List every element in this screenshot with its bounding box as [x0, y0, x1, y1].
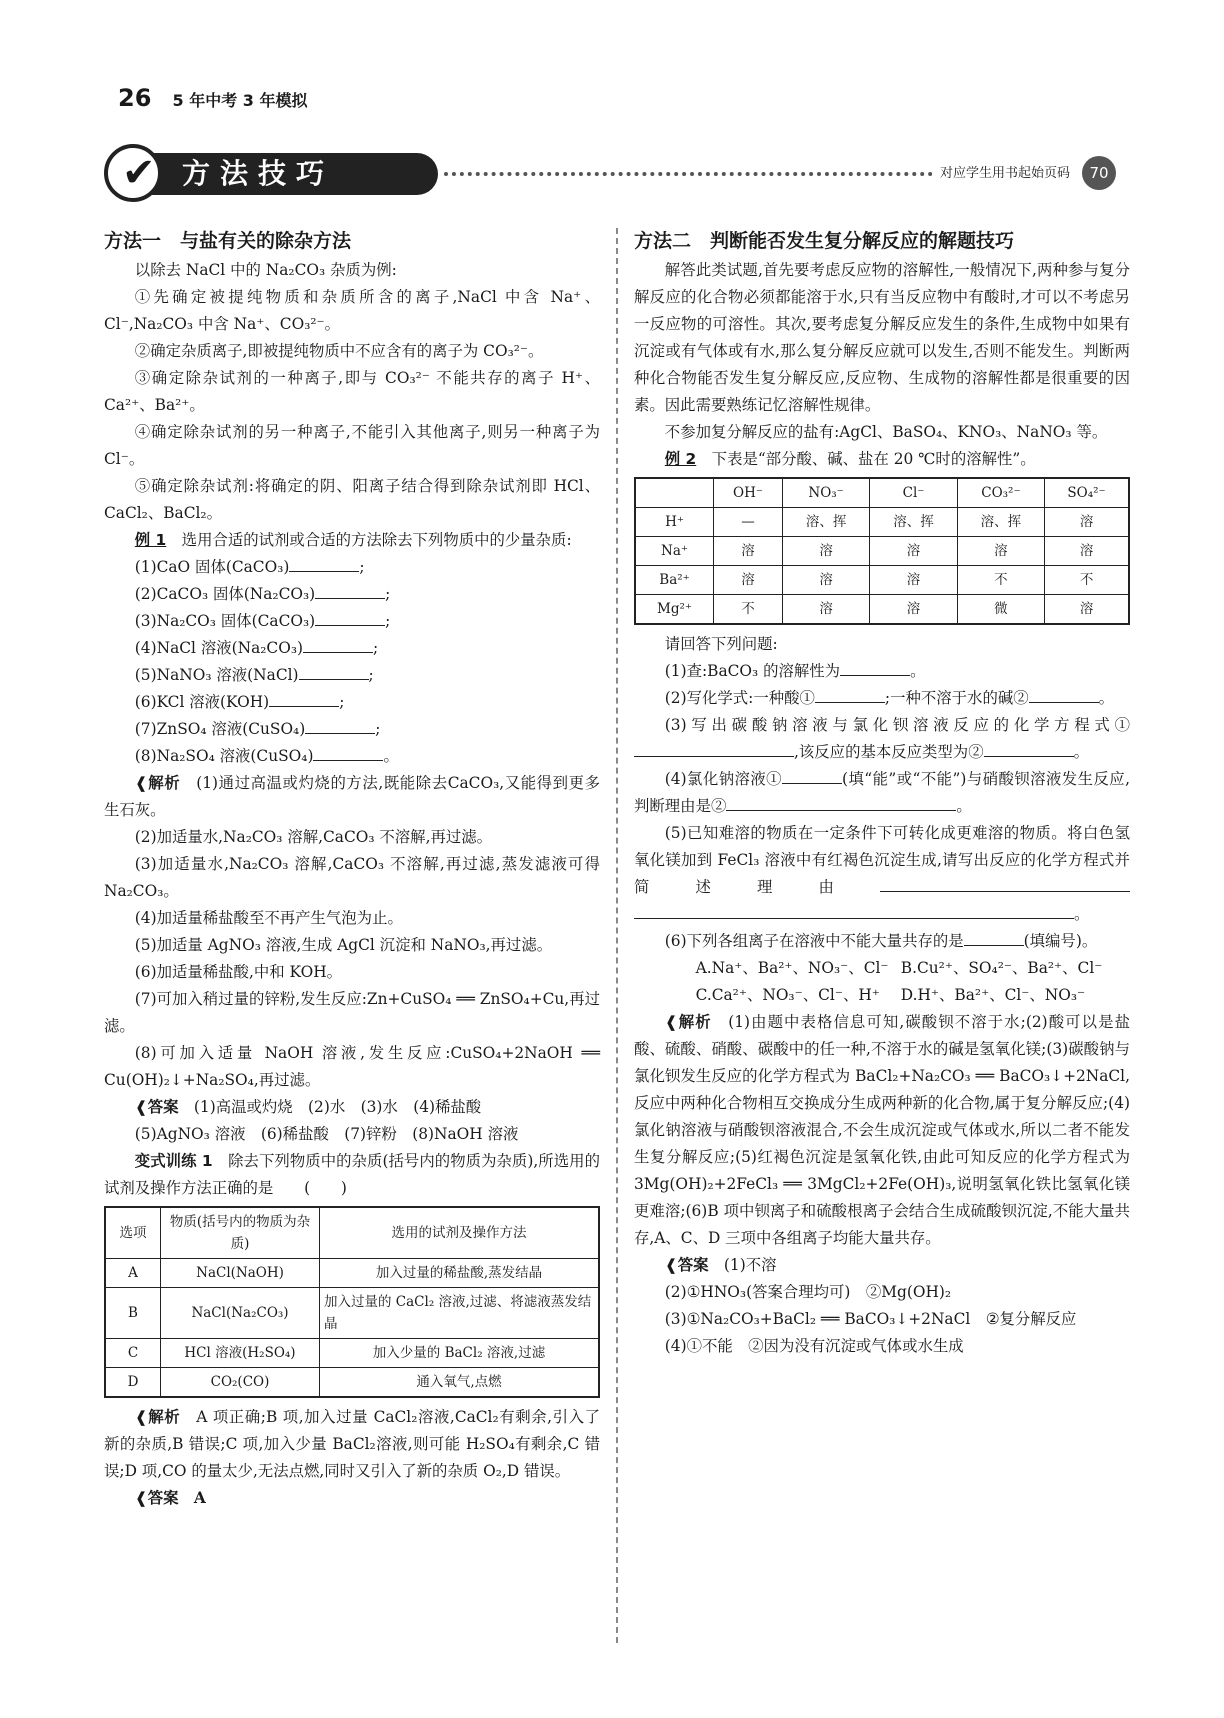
analysis-label: 解析 [147, 774, 181, 792]
example-1 [104, 527, 600, 554]
answer-icon: ❰ [134, 1098, 148, 1116]
option-a: A.Na⁺、Ba²⁺、NO₃⁻、Cl⁻ [695, 959, 889, 977]
answer-blank[interactable] [964, 929, 1024, 946]
answer-4: (4)①不能 ②因为没有沉淀或气体或水生成 [664, 1337, 964, 1355]
question-6: (6)下列各组离子在溶液中不能大量共存的是 (填编号)。 [634, 928, 1130, 955]
right-column [634, 228, 1130, 1360]
analysis-2: (2)加适量水,Na₂CO₃ 溶解,CaCO₃ 不溶解,再过滤。 [134, 828, 493, 846]
answer-blank[interactable] [315, 609, 385, 626]
analysis-4: (4)加适量稀盐酸至不再产生气泡为止。 [134, 909, 403, 927]
analysis-icon: ❰ [134, 774, 148, 792]
answer-2: (2)①HNO₃(答案合理均可) ②Mg(OH)₂ [664, 1283, 952, 1301]
question-8: (8)Na₂SO₄ 溶液(CuSO₄) 。 [104, 743, 600, 770]
question-1: (1)CaO 固体(CaCO₃) ; [104, 554, 600, 581]
step-4: ④确定除杂试剂的另一种离子,不能引入其他离子,则另一种离子为 Cl⁻。 [104, 423, 600, 468]
answer-blank[interactable] [313, 744, 383, 761]
section-title: 方法技巧 [148, 153, 438, 195]
drill-answer: ❰答案 A [134, 1489, 206, 1507]
option-d: D.H⁺、Ba²⁺、Cl⁻、NO₃⁻ [900, 986, 1086, 1004]
answer-blank[interactable] [634, 902, 1074, 919]
drill-1 [104, 1148, 600, 1202]
page-number: 26 [118, 84, 152, 112]
example-text: 选用合适的试剂或合适的方法除去下列物质中的少量杂质: [181, 531, 572, 549]
answer-label: 答案 [147, 1098, 179, 1116]
question-4: (4)NaCl 溶液(Na₂CO₃) ; [104, 635, 600, 662]
analysis-1: ❰解析 (1)通过高温或灼烧的方法,既能除去CaCO₃,又能得到更多生石灰。 [104, 774, 600, 819]
answer-blank[interactable] [815, 686, 885, 703]
analysis-5: (5)加适量 AgNO₃ 溶液,生成 AgCl 沉淀和 NaNO₃,再过滤。 [134, 936, 553, 954]
option-c: C.Ca²⁺、NO₃⁻、Cl⁻、H⁺ [695, 986, 880, 1004]
answer-blank[interactable] [880, 875, 1130, 892]
answer-blank[interactable] [984, 740, 1074, 757]
options-row-1 [634, 955, 1130, 982]
table-row: B NaCl(Na₂CO₃) 加入过量的 CaCl₂ 溶液,过滤、将滤液蒸发结晶 [105, 1288, 599, 1339]
question-5: (5)NaNO₃ 溶液(NaCl) ; [104, 662, 600, 689]
question-7: (7)ZnSO₄ 溶液(CuSO₄) ; [104, 716, 600, 743]
example-2: 例 2 下表是“部分酸、碱、盐在 20 ℃时的溶解性”。 [664, 450, 1036, 468]
prompt-text: 请回答下列问题: [664, 635, 778, 653]
drill-label: 变式训练 1 [134, 1152, 213, 1170]
analysis-text: ❰解析 (1)由题中表格信息可知,碳酸钡不溶于水;(2)酸可以是盐酸、硫酸、硝酸、碳酸中的任一种,不溶于水的碱是氢氧化镁;(3)碳酸钠与氯化钡发生反应的化学方程式为 BaCl₂+Na₂CO₃ ══ BaCO₃↓+2NaCl,反应中两种化合物相互交换成分生成两种新的化合物,属于复分解反应;(4)氯化钠溶液与硝酸钡溶液混合,不会生成沉淀或气体或水,所以二者不能发生复分解反应;(5)红褐色沉淀是氢氧化铁,由此可知反应的化学方程式为 3Mg(OH)₂+2FeCl₃ ══ 3MgCl₂+2Fe(OH)₃,说明氢氧化铁比氢氧化镁更难溶;(6)B 项中钡离子和硫酸根离子会结合生成硫酸钡沉淀,不能大量共存,A、C、D 三项中各组离子均能大量共存。 [634, 1013, 1130, 1247]
note-text: 不参加复分解反应的盐有:AgCl、BaSO₄、KNO₃、NaNO₃ 等。 [664, 423, 1108, 441]
analysis-6: (6)加适量稀盐酸,中和 KOH。 [134, 963, 343, 981]
column-divider [616, 228, 618, 1643]
table-row: Na⁺ 溶 溶 溶 溶 溶 [635, 537, 1129, 566]
analysis-8: (8)可加入适量 NaOH 溶液,发生反应:CuSO₄+2NaOH ══ Cu(OH)₂↓+Na₂SO₄,再过滤。 [104, 1044, 600, 1089]
question-2: (2)写化学式:一种酸① ;一种不溶于水的碱② 。 [634, 685, 1130, 712]
method-two-heading: 方法二 判断能否发生复分解反应的解题技巧 [634, 230, 1015, 252]
answer-label: 答案 [677, 1256, 709, 1274]
book-title: 5 年中考 3 年模拟 [172, 91, 308, 110]
example-label: 例 1 [134, 531, 167, 549]
answer-blank[interactable] [840, 659, 910, 676]
method-one-heading: 方法一 与盐有关的除杂方法 [104, 230, 352, 252]
answer-blank[interactable] [634, 740, 794, 757]
intro-text: 以除去 NaCl 中的 Na₂CO₃ 杂质为例: [134, 261, 397, 279]
answer-2: (5)AgNO₃ 溶液 (6)稀盐酸 (7)锌粉 (8)NaOH 溶液 [134, 1125, 519, 1143]
ref-text: 对应学生用书起始页码 [936, 162, 1074, 181]
choice-paren[interactable]: ( ) [304, 1179, 347, 1197]
analysis-3: (3)加适量水,Na₂CO₃ 溶解,CaCO₃ 不溶解,再过滤,蒸发滤液可得 Na₂CO₃。 [104, 855, 600, 900]
answer-3: (3)①Na₂CO₃+BaCl₂ ══ BaCO₃↓+2NaCl ②复分解反应 [664, 1310, 1077, 1328]
question-1: (1)查:BaCO₃ 的溶解性为 。 [634, 658, 1130, 685]
section-banner [104, 144, 1116, 204]
answer-blank[interactable] [299, 663, 369, 680]
table-row: Ba²⁺ 溶 溶 溶 不 不 [635, 566, 1129, 595]
answer-1: ❰答案 (1)不溶 [664, 1256, 777, 1274]
answer-icon: ❰ [664, 1256, 678, 1274]
question-4: (4)氯化钠溶液① (填“能”或“不能”)与硝酸钡溶液发生反应,判断理由是② 。 [634, 766, 1130, 820]
table-row: C HCl 溶液(H₂SO₄) 加入少量的 BaCl₂ 溶液,过滤 [105, 1339, 599, 1368]
solubility-table: OH⁻ NO₃⁻ Cl⁻ CO₃²⁻ SO₄²⁻ H⁺ — 溶、挥 溶、挥 溶、挥 溶 Na⁺ 溶 溶 溶 溶 溶 Ba²⁺ 溶 溶 溶 不 不 Mg²⁺ 不 溶 溶 微 溶 [634, 477, 1130, 625]
question-2: (2)CaCO₃ 固体(Na₂CO₃) ; [104, 581, 600, 608]
banner-badge [104, 144, 162, 202]
options-row-2 [634, 982, 1130, 1009]
answer-blank[interactable] [1029, 686, 1099, 703]
answer-blank[interactable] [305, 717, 375, 734]
step-1: ①先确定被提纯物质和杂质所含的离子,NaCl 中含 Na⁺、Cl⁻,Na₂CO₃ 中含 Na⁺、CO₃²⁻。 [104, 288, 600, 333]
answer-blank[interactable] [303, 636, 373, 653]
question-5: (5)已知难溶的物质在一定条件下可转化成更难溶的物质。将白色氢氧化镁加到 FeCl₃ 溶液中有红褐色沉淀生成,请写出反应的化学方程式并简述理由。 [634, 824, 1130, 923]
answer-blank[interactable] [315, 582, 385, 599]
drill-table [104, 1206, 600, 1398]
analysis-icon: ❰ [664, 1013, 678, 1031]
answer-blank[interactable] [726, 794, 956, 811]
table-row: Mg²⁺ 不 溶 溶 微 溶 [635, 595, 1129, 625]
table-header: 选项 [105, 1207, 161, 1259]
drill-text: 除去下列物质中的杂质(括号内的物质为杂质),所选用的试剂及操作方法正确的是 [104, 1152, 600, 1197]
question-3: (3)Na₂CO₃ 固体(CaCO₃) ; [104, 608, 600, 635]
answer-blank[interactable] [269, 690, 339, 707]
answer-icon: ❰ [134, 1489, 148, 1507]
step-5: ⑤确定除杂试剂:将确定的阴、阳离子结合得到除杂试剂即 HCl、CaCl₂、BaCl₂。 [104, 477, 600, 522]
left-column [104, 228, 600, 1512]
table-row: H⁺ — 溶、挥 溶、挥 溶、挥 溶 [635, 508, 1129, 537]
analysis-7: (7)可加入稍过量的锌粉,发生反应:Zn+CuSO₄ ══ ZnSO₄+Cu,再过滤。 [104, 990, 600, 1035]
table-row: A NaCl(NaOH) 加入过量的稀盐酸,蒸发结晶 [105, 1259, 599, 1288]
page-header [118, 84, 307, 112]
option-b: B.Cu²⁺、SO₄²⁻、Ba²⁺、Cl⁻ [900, 959, 1103, 977]
answer-blank[interactable] [782, 767, 842, 784]
answer-1: ❰答案 (1)高温或灼烧 (2)水 (3)水 (4)稀盐酸 [134, 1098, 482, 1116]
check-icon: ✔ [122, 150, 156, 196]
analysis-icon: ❰ [134, 1408, 148, 1426]
ref-page-number: 70 [1082, 156, 1116, 190]
question-3: (3)写出碳酸钠溶液与氯化钡溶液反应的化学方程式①,该反应的基本反应类型为② 。 [634, 712, 1130, 766]
table-row: D CO₂(CO) 通入氧气,点燃 [105, 1368, 599, 1398]
step-3: ③确定除杂试剂的一种离子,即与 CO₃²⁻ 不能共存的离子 H⁺、Ca²⁺、Ba²⁺。 [104, 369, 600, 414]
table-header: 选用的试剂及操作方法 [320, 1207, 600, 1259]
intro-text: 解答此类试题,首先要考虑反应物的溶解性,一般情况下,两种参与复分解反应的化合物必须都能溶于水,只有当反应物中有酸时,才可以不考虑另一反应物的可溶性。其次,要考虑复分解反应发生的条件,生成物中如果有沉淀或有气体或有水,那么复分解反应就可以发生,否则不能发生。判断两种化合物能否发生复分解反应,反应物、生成物的溶解性都是很重要的因素。因此需要熟练记忆溶解性规律。 [634, 261, 1130, 414]
example-label: 例 2 [664, 450, 697, 468]
analysis-label: 解析 [677, 1013, 712, 1031]
question-6: (6)KCl 溶液(KOH) ; [104, 689, 600, 716]
drill-analysis: ❰解析 A 项正确;B 项,加入过量 CaCl₂溶液,CaCl₂有剩余,引入了新的杂质,B 错误;C 项,加入少量 BaCl₂溶液,则可能 H₂SO₄有剩余,C 错误;D 项,CO 的量太少,无法点燃,同时又引入了新的杂质 O₂,D 错误。 [104, 1408, 600, 1480]
answer-blank[interactable] [289, 555, 359, 572]
step-2: ②确定杂质离子,即被提纯物质中不应含有的离子为 CO₃²⁻。 [134, 342, 544, 360]
table-header: 物质(括号内的物质为杂质) [161, 1207, 320, 1259]
